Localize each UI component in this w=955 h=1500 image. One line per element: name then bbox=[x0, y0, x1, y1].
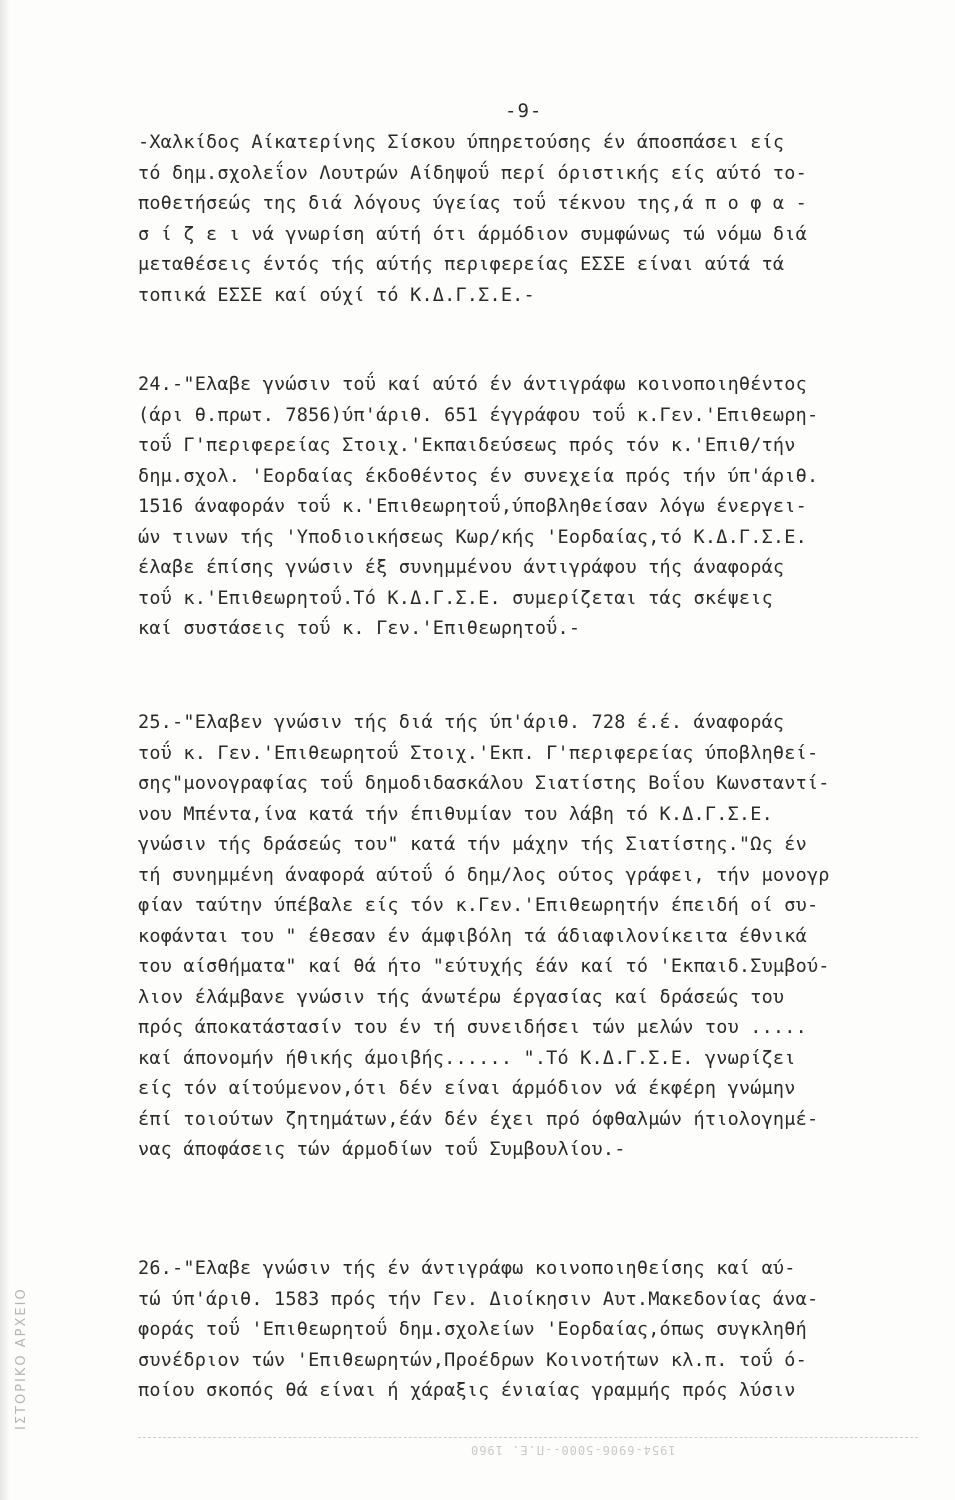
binding-edge bbox=[0, 0, 10, 1500]
text-line: του αίσθήματα" καί θά ήτο "εύτυχής έάν καί τό 'Εκπαιδ.Συμβού- bbox=[138, 956, 830, 977]
text-line: 25.-"Ελαβεν γνώσιν τής διά τής ύπ'άριθ. 728 έ.έ. άναφοράς bbox=[138, 712, 785, 733]
text-line: φοράς τοΰ 'Επιθεωρητοΰ δημ.σχολείων 'Εορδαίας,όπως συγκληθή bbox=[138, 1319, 807, 1340]
text-line: φίαν ταύτην ύπέβαλε είς τόν κ.Γεν.'Επιθεωρητήν έπειδή οί συ- bbox=[138, 895, 819, 916]
text-line: τοΰ κ. Γεν.'Επιθεωρητοΰ Στοιχ.'Εκπ. Γ'περιφερείας ύποβληθεί- bbox=[138, 742, 819, 764]
paragraph-item-26 bbox=[138, 1254, 928, 1407]
text-line: τή συνημμένη άναφορά αύτοΰ ό δημ/λος ούτος γράφει, τήν μονογρ bbox=[138, 864, 830, 886]
text-line: ποίου σκοπός θά είναι ή χάραξις ένιαίας γραμμής πρός λύσιν bbox=[138, 1380, 796, 1401]
text-line: καί άπονομήν ήθικής άμοιβής...... ".Τό Κ.Δ.Γ.Σ.Ε. γνωρίζει bbox=[138, 1047, 796, 1069]
text-line: είς τόν αίτούμενον,ότι δέν είναι άρμόδιον νά έκφέρη γνώμην bbox=[138, 1078, 796, 1099]
text-line: τό δημ.σχολεΐον Λουτρών Αίδηψοΰ περί όριστικής είς αύτό το- bbox=[138, 162, 807, 184]
text-line: μεταθέσεις έντός τής αύτής περιφερείας ΕΣΣΕ είναι αύτά τά bbox=[138, 254, 785, 275]
text-line: ποθετήσεώς της διά λόγους ύγείας τοΰ τέκνου της,ά π ο φ α - bbox=[138, 193, 807, 214]
text-line: έλαβε έπίσης γνώσιν έξ συνημμένου άντιγράφου τής άναφοράς bbox=[138, 557, 785, 578]
text-line: σης"μονογραφίας τοΰ δημοδιδασκάλου Σιατίστης Βοΐου Κωνσταντί- bbox=[138, 773, 830, 794]
paragraph-item-24 bbox=[138, 370, 928, 645]
text-line: τώ ύπ'άριθ. 1583 πρός τήν Γεν. Διοίκησιν Αυτ.Μακεδονίας άνα- bbox=[138, 1288, 819, 1310]
text-line: συνέδριον τών 'Επιθεωρητών,Προέδρων Κοινοτήτων κλ.π. τοΰ ό- bbox=[138, 1349, 807, 1371]
footer-rule bbox=[138, 1437, 918, 1438]
text-line: ών τινων τής 'Υποδιοικήσεως Κωρ/κής 'Εορδαίας,τό Κ.Δ.Γ.Σ.Ε. bbox=[138, 526, 807, 548]
text-line: κοφάνται του " έθεσαν έν άμφιβόλη τά άδιαφιλονίκειτα έθνικά bbox=[138, 925, 807, 947]
page-number: -9- bbox=[505, 100, 543, 122]
text-line: (άρι θ.πρωτ. 7856)ύπ'άριθ. 651 έγγράφου τοΰ κ.Γεν.'Επιθεωρη- bbox=[138, 404, 819, 426]
text-line: νου Μπέντα,ίνα κατά τήν έπιθυμίαν του λάβη τό Κ.Δ.Γ.Σ.Ε. bbox=[138, 803, 773, 825]
text-line: τοπικά ΕΣΣΕ καί ούχί τό Κ.Δ.Γ.Σ.Ε.- bbox=[138, 284, 535, 306]
text-line: τοΰ Γ'περιφερείας Στοιχ.'Εκπαιδεύσεως πρός τόν κ.'Επιθ/τήν bbox=[138, 435, 796, 456]
text-line: καί συστάσεις τοΰ κ. Γεν.'Επιθεωρητοΰ.- bbox=[138, 618, 581, 639]
text-line: πρός άποκατάστασίν του έν τή συνειδήσει τών μελών του ..... bbox=[138, 1017, 807, 1038]
text-line: 1516 άναφοράν τοΰ κ.'Επιθεωρητοΰ,ύποβληθείσαν λόγω ένεργει- bbox=[138, 496, 807, 517]
side-archive-stamp: ΙΣΤΟΡΙΚΟ ΑΡΧΕΙΟ bbox=[14, 1287, 29, 1430]
text-line: έπί τοιούτων ζητημάτων,έάν δέν έχει πρό όφθαλμών ήτιολογημέ- bbox=[138, 1108, 819, 1130]
text-line: -Χαλκίδος Αίκατερίνης Σίσκου ύπηρετούσης έν άποσπάσει είς bbox=[138, 132, 785, 153]
text-line: λιον έλάμβανε γνώσιν τής άνωτέρω έργασίας καί δράσεώς του bbox=[138, 986, 785, 1008]
text-line: γνώσιν τής δράσεώς του" κατά τήν μάχην τής Σιατίστης."Ως έν bbox=[138, 834, 807, 855]
text-line: τοΰ κ.'Επιθεωρητοΰ.Τό Κ.Δ.Γ.Σ.Ε. συμερίζεται τάς σκέψεις bbox=[138, 587, 773, 609]
text-line: σ ί ζ ε ι νά γνωρίση αύτή ότι άρμόδιον συμφώνως τώ νόμω διά bbox=[138, 223, 807, 245]
paragraph-continuation bbox=[138, 128, 928, 311]
text-line: 24.-"Ελαβε γνώσιν τοΰ καί αύτό έν άντιγράφω κοινοποιηθέντος bbox=[138, 374, 807, 395]
footer-print-code: 1954-6906-5000--Π.Ε. 1960 bbox=[470, 1443, 676, 1457]
paragraph-item-25 bbox=[138, 708, 928, 1166]
text-line: δημ.σχολ. 'Εορδαίας έκδοθέντος έν συνεχεία πρός τήν ύπ'άριθ. bbox=[138, 465, 819, 487]
text-line: νας άποφάσεις τών άρμοδίων τοΰ Συμβουλίου.- bbox=[138, 1139, 626, 1160]
text-line: 26.-"Ελαβε γνώσιν τής έν άντιγράφω κοινοποιηθείσης καί αύ- bbox=[138, 1258, 796, 1279]
